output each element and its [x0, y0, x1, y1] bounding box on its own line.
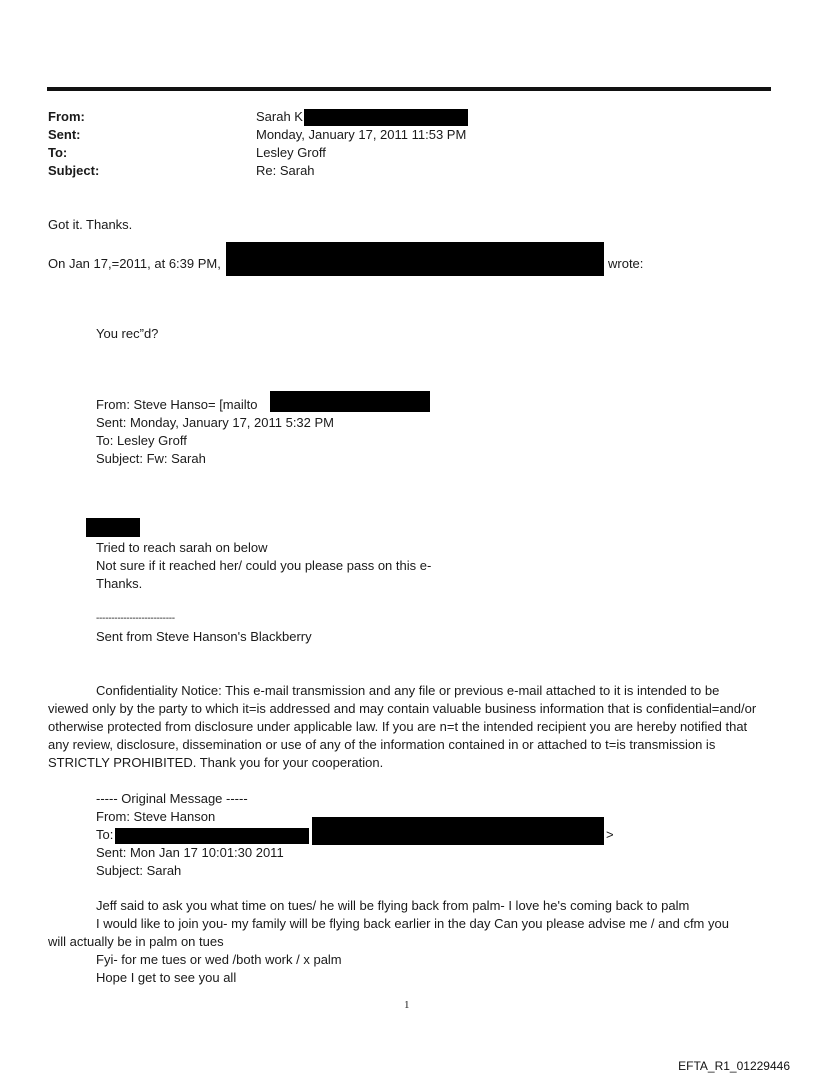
confidentiality-notice	[48, 682, 770, 772]
redaction-fwd-mailto	[270, 391, 430, 412]
subject-value: Re: Sarah	[256, 163, 315, 178]
page-number: 1	[404, 999, 410, 1011]
to-label: To:	[48, 145, 68, 160]
confidentiality-rest: viewed only by the party to which it=is addressed and may contain valuable business information that is confidential=and/or otherwise protected from disclosure under applicable law. If you are n=t the intended recipient you are hereby notified that any review, disclosure, dissemination or use of any of the information contained in or attached to t=is transmission is STRICTLY PROHIBITED. Thank you for your cooperation.	[48, 701, 757, 770]
separator: --------------------------	[96, 613, 175, 624]
orig-sent: Sent: Mon Jan 17 10:01:30 2011	[96, 845, 284, 860]
sent-value: Monday, January 17, 2011 11:53 PM	[256, 127, 467, 142]
header-rule	[47, 87, 771, 91]
body-line-2: Not sure if it reached her/ could you please pass on this e-	[96, 558, 432, 573]
redaction-orig-to-name	[115, 828, 309, 844]
redaction-from-address	[304, 109, 468, 126]
message-line-4: Hope I get to see you all	[96, 970, 237, 985]
body-line-1: Tried to reach sarah on below	[96, 540, 268, 555]
reply-text: Got it. Thanks.	[48, 217, 133, 232]
quote-intro-pre: On Jan 17,=2011, at 6:39 PM,	[48, 256, 221, 271]
message-line-2: I would like to join you- my family will be flying back earlier in the day Can you please advise me / and cfm you	[96, 916, 729, 931]
message-line-3: Fyi- for me tues or wed /both work / x palm	[96, 952, 342, 967]
body-line-3: Thanks.	[96, 576, 143, 591]
message-line-2-continued: will actually be in palm on tues	[48, 934, 224, 949]
from-value: Sarah K	[256, 109, 303, 124]
message-line-1: Jeff said to ask you what time on tues/ he will be flying back from palm- I love he's coming back to palm	[96, 898, 690, 913]
fwd-sent: Sent: Monday, January 17, 2011 5:32 PM	[96, 415, 334, 430]
you-recd-text: You rec”d?	[96, 326, 159, 341]
confidentiality-first-line: Confidentiality Notice: This e-mail transmission and any file or previous e-mail attached to it is intended to be	[96, 683, 720, 698]
orig-to: To:	[96, 827, 114, 842]
sent-label: Sent:	[48, 127, 81, 142]
quote-intro-post: wrote:	[608, 256, 644, 271]
subject-label: Subject:	[48, 163, 100, 178]
signature: Sent from Steve Hanson's Blackberry	[96, 629, 312, 644]
orig-to-tail: >	[606, 827, 614, 842]
original-message-marker: ----- Original Message -----	[96, 791, 248, 806]
fwd-subject: Subject: Fw: Sarah	[96, 451, 206, 466]
fwd-to: To: Lesley Groff	[96, 433, 187, 448]
redaction-salutation	[86, 518, 140, 537]
from-label: From:	[48, 109, 85, 124]
orig-from: From: Steve Hanson	[96, 809, 216, 824]
bates-number: EFTA_R1_01229446	[678, 1059, 790, 1073]
redaction-orig-to-address	[312, 817, 604, 845]
fwd-from: From: Steve Hanso= [mailto	[96, 397, 258, 412]
redaction-quote-sender	[226, 242, 604, 276]
to-value: Lesley Groff	[256, 145, 326, 160]
orig-subject: Subject: Sarah	[96, 863, 182, 878]
